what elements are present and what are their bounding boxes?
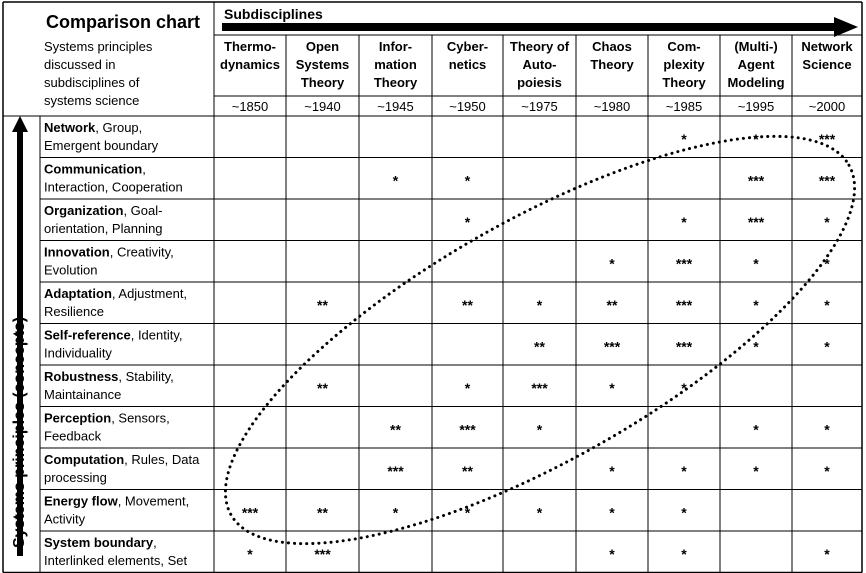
cell-mark: ***	[675, 297, 693, 313]
cell-mark: ***	[241, 504, 259, 521]
column-header-label: Open	[305, 39, 340, 54]
cell-mark: *	[392, 172, 399, 189]
cell-mark: **	[317, 297, 328, 313]
cell-mark: ***	[459, 421, 476, 438]
cell-mark: *	[609, 380, 615, 396]
row-labels	[44, 120, 200, 568]
column-header-label: Modeling	[727, 75, 785, 90]
cell-mark: ***	[675, 255, 693, 272]
row-label: Computation, Rules, Data	[44, 452, 200, 467]
cell-mark: *	[536, 421, 543, 438]
column-year: ~1995	[737, 99, 775, 114]
cell-mark: *	[753, 338, 759, 355]
column-header-label: Thermo-	[224, 39, 276, 54]
column-header-label: (Multi-)	[734, 39, 778, 54]
cell-mark: ***	[675, 338, 693, 355]
cell-mark: **	[534, 338, 545, 355]
row-label-line2: Interaction, Cooperation	[44, 179, 183, 195]
cell-mark: *	[824, 338, 830, 355]
row-label: System boundary,	[44, 535, 157, 550]
row-label: Self-reference, Identity,	[44, 327, 183, 343]
column-header-label: Science	[802, 57, 852, 72]
row-label: Communication,	[44, 161, 146, 177]
cell-mark: *	[681, 504, 687, 521]
cell-mark: *	[753, 131, 759, 147]
row-label: Innovation, Creativity,	[44, 244, 174, 260]
cell-mark: *	[464, 504, 471, 521]
chart-title: Comparison chart	[46, 12, 201, 32]
row-label-line2: Maintainance	[44, 387, 122, 402]
column-year: ~1950	[449, 99, 486, 114]
cell-mark: *	[824, 255, 830, 272]
cell-mark: *	[536, 504, 543, 521]
cell-mark: *	[609, 463, 615, 479]
cell-mark: *	[464, 380, 471, 396]
chart-description-line: subdisciplines of	[44, 75, 140, 90]
principles-axis-label: Systems principles (concepts)	[11, 316, 28, 548]
cell-mark: ***	[818, 172, 836, 189]
chart-description-line: Systems principles	[44, 39, 153, 54]
cell-mark: ***	[603, 338, 621, 355]
column-year: ~1975	[521, 99, 558, 114]
column-header-label: Theory	[373, 75, 418, 90]
cell-mark: *	[753, 463, 759, 479]
cell-mark: *	[824, 421, 830, 438]
column-header-label: Theory of	[509, 39, 570, 54]
chart-description	[44, 39, 153, 108]
cell-mark: *	[824, 546, 830, 562]
highlight-ellipse	[172, 61, 866, 573]
row-label-line2: Activity	[44, 511, 86, 527]
cell-mark: *	[681, 546, 687, 562]
subdisciplines-label: Subdisciplines	[224, 6, 323, 22]
column-header-label: netics	[448, 57, 487, 72]
row-label: Robustness, Stability,	[44, 369, 174, 384]
row-label: Perception, Sensors,	[44, 410, 170, 426]
cell-mark: *	[247, 546, 253, 562]
column-header-label: poiesis	[517, 75, 562, 90]
row-label: Adaptation, Adjustment,	[44, 286, 188, 301]
cell-mark: ***	[747, 172, 765, 189]
column-header-label: Theory	[300, 75, 345, 90]
cell-mark: *	[392, 504, 399, 521]
column-year: ~1985	[665, 99, 703, 114]
column-header-label: Agent	[737, 57, 775, 72]
cell-mark: *	[464, 214, 471, 230]
column-header-label: Systems	[295, 57, 350, 72]
row-label: Energy flow, Movement,	[44, 493, 190, 509]
column-header-label: Theory	[590, 57, 634, 72]
cell-mark: *	[681, 380, 687, 396]
row-label-line2: Feedback	[44, 428, 102, 444]
cell-mark: **	[606, 297, 618, 313]
cell-mark: **	[317, 380, 328, 396]
column-header-label: plexity	[663, 57, 705, 72]
row-label: Organization, Goal-	[44, 203, 163, 218]
cell-mark: *	[609, 504, 615, 521]
column-header-label: Com-	[667, 39, 701, 54]
cell-mark: *	[753, 297, 759, 313]
column-header-label: Theory	[662, 75, 706, 90]
row-label-line2: Evolution	[44, 262, 98, 278]
cell-mark: *	[464, 172, 471, 189]
cell-mark: ***	[531, 380, 548, 396]
cell-mark: *	[753, 421, 759, 438]
column-header-label: Auto-	[522, 57, 557, 72]
cell-mark: *	[681, 214, 687, 230]
row-label-line2: Individuality	[44, 345, 112, 361]
row-label-line2: orientation, Planning	[44, 221, 163, 236]
cell-mark: *	[681, 131, 687, 147]
cell-mark: **	[390, 421, 401, 438]
column-year: ~1980	[593, 99, 631, 114]
cell-mark: *	[824, 214, 830, 230]
chart-description-line: discussed in	[44, 57, 116, 72]
cell-mark: *	[681, 463, 687, 479]
cell-mark: *	[536, 297, 543, 313]
cell-mark: **	[462, 463, 473, 479]
column-header-label: Infor-	[378, 39, 413, 54]
cell-mark: ***	[747, 214, 765, 230]
column-header-label: Cyber-	[446, 39, 489, 54]
cell-mark: *	[824, 297, 830, 313]
cell-mark: **	[317, 504, 328, 521]
column-year: ~1945	[377, 99, 414, 114]
column-header-label: mation	[374, 57, 417, 72]
column-year: ~1850	[231, 99, 269, 114]
cell-mark: ***	[314, 546, 331, 562]
column-year: ~2000	[808, 99, 846, 114]
row-label: Network, Group,	[44, 120, 143, 135]
row-label-line2: Emergent boundary	[44, 138, 159, 153]
chart-description-line: systems science	[44, 93, 140, 108]
row-label-line2: Resilience	[44, 304, 104, 319]
cell-mark: *	[609, 546, 615, 562]
cell-mark: **	[462, 297, 473, 313]
row-label-line2: Interlinked elements, Set	[44, 553, 188, 568]
cell-marks	[242, 131, 836, 562]
cell-mark: *	[824, 463, 830, 479]
cell-mark: *	[753, 255, 759, 272]
column-header-label: Chaos	[592, 39, 632, 54]
column-headers	[220, 39, 853, 114]
cell-mark: *	[609, 255, 615, 272]
column-year: ~1940	[304, 99, 341, 114]
row-label-line2: processing	[44, 470, 107, 485]
cell-mark: ***	[387, 463, 404, 479]
cell-mark: ***	[818, 131, 836, 147]
column-header-label: dynamics	[220, 57, 280, 72]
column-header-label: Network	[801, 39, 853, 54]
